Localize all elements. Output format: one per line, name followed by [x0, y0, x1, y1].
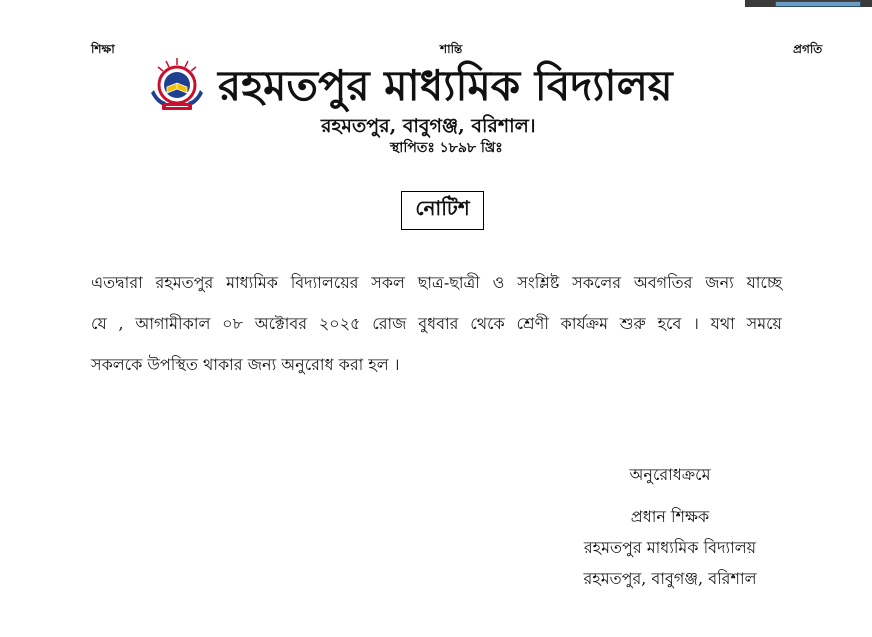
motto-right: প্রগতি [793, 42, 823, 56]
school-address: রহমতপুর, বাবুগঞ্জ, বরিশাল। [321, 115, 536, 137]
notice-title-box [401, 191, 484, 230]
notice-body-line: সকলকে উপস্থিত থাকার জন্য অনুরোধ করা হল । [91, 355, 400, 374]
signature-address: রহমতপুর, বাবুগঞ্জ, বরিশাল [583, 569, 757, 588]
signature-request: অনুরোধক্রমে [629, 465, 711, 484]
motto-center: শান্তি [440, 42, 463, 56]
signature-block [560, 460, 780, 594]
signature-designation: প্রধান শিক্ষক [630, 507, 710, 526]
window-top-bar [745, 0, 872, 7]
notice-body-line: এতদ্বারা রহমতপুর মাধ্যমিক বিদ্যালয়ের সকল ছাত্র-ছাত্রী ও সংশ্লিষ্ট সকলের অবগতির জন্য যাচ্ছে [91, 273, 782, 292]
school-emblem-icon [148, 56, 206, 114]
established-date: স্থাপিতঃ ১৮৯৮ খ্রিঃ [390, 140, 503, 156]
signature-school: রহমতপুর মাধ্যমিক বিদ্যালয় [583, 538, 757, 557]
motto-left: শিক্ষা [91, 42, 115, 56]
notice-body-line: যে , আগামীকাল ০৮ অক্টোবর ২০২৫ রোজ বুধবার থেকে শ্রেণী কার্যক্রম শুরু হবে । যথা সময়ে [91, 314, 782, 333]
notice-body [91, 262, 782, 385]
window-bar-button[interactable] [775, 1, 861, 7]
notice-title: নোটিশ [415, 196, 470, 220]
school-name: রহমতপুর মাধ্যমিক বিদ্যালয় [218, 61, 673, 110]
